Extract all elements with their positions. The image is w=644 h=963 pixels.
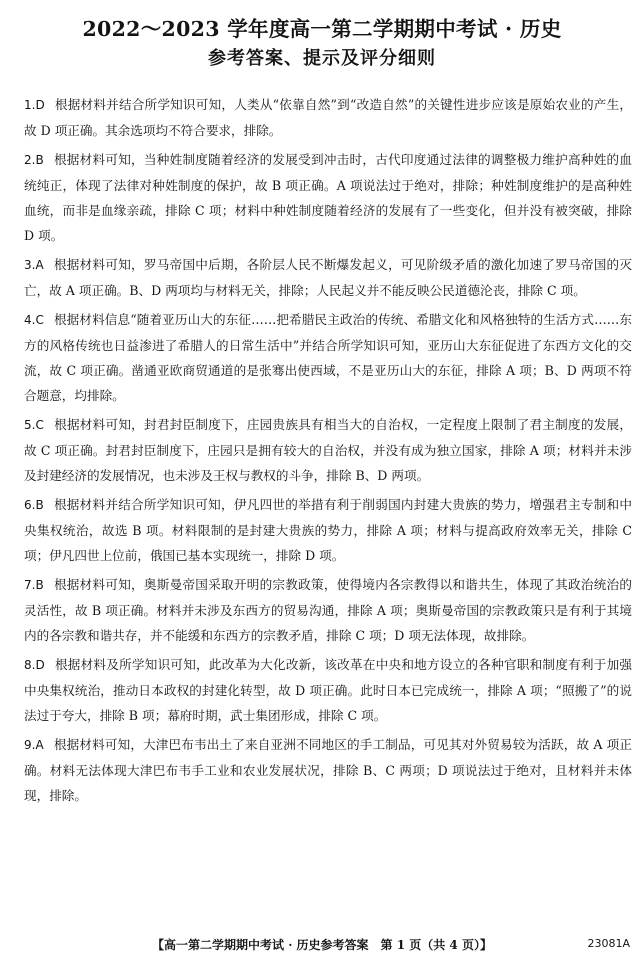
answer-key: D: [35, 658, 45, 672]
answer-explanation: 根据材料并结合所学知识可知，伊凡四世的举措有利于削弱国内封建大贵族的势力，增强君主专制和中央集权统治，故选 B 项。材料限制的是封建大贵族的势力，排除 A 项；材料与提高政府效率无关，排除 C 项；伊凡四世上位前，俄国已基本实现统一，排除 D 项。: [24, 497, 632, 563]
footer-page-info: 【高一第二学期期中考试 · 历史参考答案 第 1 页（共 4 页）】: [152, 938, 492, 952]
question-number: 6.: [24, 498, 36, 512]
question-number: 7.: [24, 578, 36, 592]
question-number: 5.: [24, 418, 36, 432]
answer-item: [24, 492, 632, 568]
answer-key: C: [35, 313, 44, 327]
answer-item: [24, 147, 632, 248]
answer-key: A: [35, 258, 44, 272]
question-number: 8.: [24, 658, 36, 672]
question-number: 3.: [24, 258, 36, 272]
question-number: 4.: [24, 313, 36, 327]
answer-key: A: [35, 738, 44, 752]
answer-explanation: 根据材料并结合所学知识可知，人类从“依靠自然”到“改造自然”的关键性进步应该是原始农业的产生，故 D 项正确。其余选项均不符合要求，排除。: [24, 97, 632, 138]
answer-explanation: 根据材料及所学知识可知，此改革为大化改新，该改革在中央和地方设立的各种官职和制度有利于加强中央集权统治，推动日本政权的封建化转型，故 D 项正确。此时日本已完成统一，排除 A 项；“照搬了”的说法过于夸大，排除 B 项；幕府时期，武士集团形成，排除 C 项。: [24, 657, 632, 723]
answer-explanation: 根据材料可知，罗马帝国中后期，各阶层人民不断爆发起义，可见阶级矛盾的激化加速了罗马帝国的灭亡，故 A 项正确。B、D 两项均与材料无关，排除；人民起义并不能反映公民道德沦丧，排除 C 项。: [24, 257, 632, 298]
answer-list: [24, 92, 632, 812]
answer-item: [24, 732, 632, 808]
question-number: 1.: [24, 98, 36, 112]
answer-key: B: [35, 153, 44, 167]
answer-explanation: 根据材料可知，封君封臣制度下，庄园贵族具有相当大的自治权，一定程度上限制了君主制度的发展，故 C 项正确。封君封臣制度下，庄园只是拥有较大的自治权，并没有成为独立国家，排除 A 项；材料并未涉及封建经济的发展情况，也未涉及王权与教权的斗争，排除 B、D 两项。: [24, 417, 632, 483]
answer-item: [24, 652, 632, 728]
answer-item: [24, 252, 632, 303]
page-footer: [0, 936, 644, 954]
answer-key: B: [35, 578, 44, 592]
answer-item: [24, 307, 632, 408]
document-subtitle: 参考答案、提示及评分细则: [208, 48, 436, 69]
question-number: 2.: [24, 153, 36, 167]
answer-item: [24, 92, 632, 143]
footer-paper-code: 23081A: [587, 937, 630, 950]
answer-explanation: 根据材料信息“随着亚历山大的东征……把希腊民主政治的传统、希腊文化和风格独特的生活方式……东方的风格传统也日益渗进了希腊人的日常生活中”并结合所学知识可知，亚历山大东征促进了东西方文化的交流，故 C 项正确。凿通亚欧商贸通道的是张骞出使西域，不是亚历山大的东征，排除 A 项；B、D 两项不符合题意，均排除。: [24, 312, 632, 403]
document-title: 2022～2023 学年度高一第二学期期中考试 · 历史: [82, 17, 562, 41]
answer-key: C: [35, 418, 44, 432]
answer-item: [24, 572, 632, 648]
answer-key: D: [35, 98, 45, 112]
answer-key: B: [35, 498, 44, 512]
answer-explanation: 根据材料可知，当种姓制度随着经济的发展受到冲击时，古代印度通过法律的调整极力维护高种姓的血统纯正，体现了法律对种姓制度的保护，故 B 项正确。A 项说法过于绝对，排除；种姓制度维护的是高种姓血统，而非是血缘亲疏，排除 C 项；材料中种姓制度随着经济的发展有了一些变化，但并没有被突破，排除 D 项。: [24, 152, 632, 243]
question-number: 9.: [24, 738, 36, 752]
answer-explanation: 根据材料可知，大津巴布韦出土了来自亚洲不同地区的手工制品，可见其对外贸易较为活跃，故 A 项正确。材料无法体现大津巴布韦手工业和农业发展状况，排除 B、C 两项；D 项说法过于绝对，且材料并未体现，排除。: [24, 737, 632, 803]
answer-explanation: 根据材料可知，奥斯曼帝国采取开明的宗教政策，使得境内各宗教得以和谐共生，体现了其政治统治的灵活性，故 B 项正确。材料并未涉及东西方的贸易沟通，排除 A 项；奥斯曼帝国的宗教政策只是有利于其境内的各宗教和谐共存，并不能缓和东西方的宗教矛盾，排除 C 项；D 项无法体现，故排除。: [24, 577, 632, 643]
answer-item: [24, 412, 632, 488]
